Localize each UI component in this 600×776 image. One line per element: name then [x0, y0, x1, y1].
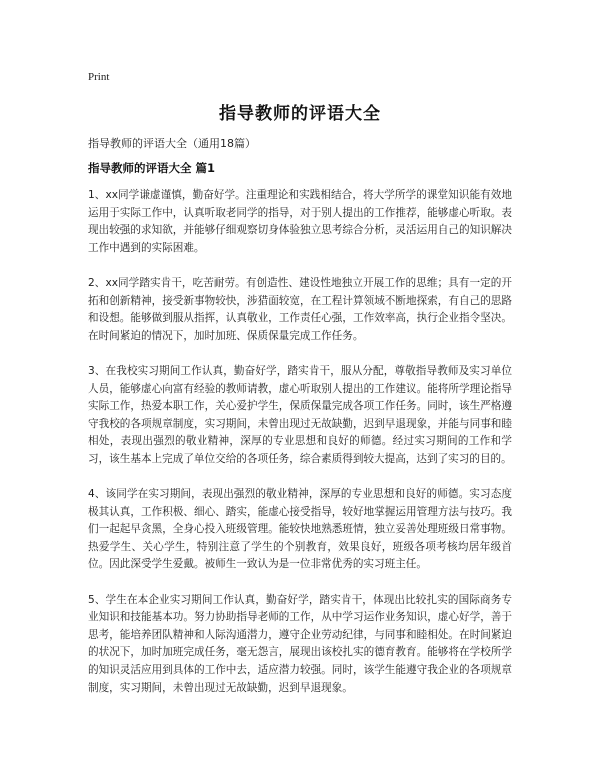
paragraph: 2、xx同学踏实肯干，吃苦耐劳。有创造性、建设性地独立开展工作的思维；具有一定的开拓和创新精神，接受新事物较快，涉猎面较宽，在工程计算领域不断地探索，有自己的思路和设想。能够做到服从指挥，认真敬业，工作责任心强，工作效率高，执行企业指令坚决。在时间紧迫的情况下，加时加班、保质保量完成工作任务。 — [88, 276, 512, 342]
print-label: Print — [88, 71, 110, 83]
paragraph: 3、在我校实习期间工作认真，勤奋好学，踏实肯干，服从分配，尊敬指导教师及实习单位人员，能够虚心向富有经验的教师请教，虚心听取别人提出的工作建议。能将所学理论指导实际工作，热爱本职工作，关心爱护学生，保质保量完成各项工作任务。同时，该生严格遵守我校的各项规章制度，实习期间，未曾出现过无故缺勤，迟到早退现象，并能与同事和睦相处，表现出强烈的敬业精神，深厚的专业思想和良好的师德。经过实习期间的工作和学习，该生基本上完成了单位交给的各项任务，综合素质得到较大提高，达到了实习的目的。 — [88, 364, 512, 465]
document-subtitle: 指导教师的评语大全（通用18篇） — [88, 137, 256, 150]
section-heading: 指导教师的评语大全 篇1 — [88, 161, 216, 175]
page-title: 指导教师的评语大全 — [219, 104, 381, 124]
paragraph-list — [88, 187, 512, 715]
paragraph: 5、学生在本企业实习期间工作认真，勤奋好学，踏实肯干，体现出比较扎实的国际商务专业知识和技能基本功。努力协助指导老师的工作，从中学习运作业务知识，虚心好学，善于思考，能培养团队精神和人际沟通潜力，遵守企业劳动纪律，与同事和睦相处。在时间紧迫的状况下，加时加班完成任务，毫无怨言，展现出该校扎实的德育教育。能够将在学校所学的知识灵活应用到具体的工作中去，适应潜力较强。同时，该学生能遵守我企业的各项规章制度，实习期间，未曾出现过无故缺勤，迟到早退现象。 — [88, 593, 512, 694]
paragraph: 4、该同学在实习期间，表现出强烈的敬业精神，深厚的专业思想和良好的师德。实习态度极其认真，工作积极、细心、踏实，能虚心接受指导，较好地掌握运用管理方法与技巧。我们一起起早贪黑，全身心投入班级管理。能较快地熟悉班情，独立妥善处理班级日常事物。热爱学生、关心学生，特别注意了学生的个别教育，效果良好，班级各项考核均居年级首位。因此深受学生爱戴。被师生一致认为是一位非常优秀的实习班主任。 — [88, 488, 512, 571]
paragraph: 1、xx同学谦虚谨慎，勤奋好学。注重理论和实践相结合，将大学所学的课堂知识能有效地运用于实际工作中，认真听取老同学的指导，对于别人提出的工作推荐，能够虚心听取。表现出较强的求知欲，并能够仔细观察切身体验独立思考综合分析，灵活运用自己的知识解决工作中遇到的实际困难。 — [88, 189, 512, 254]
